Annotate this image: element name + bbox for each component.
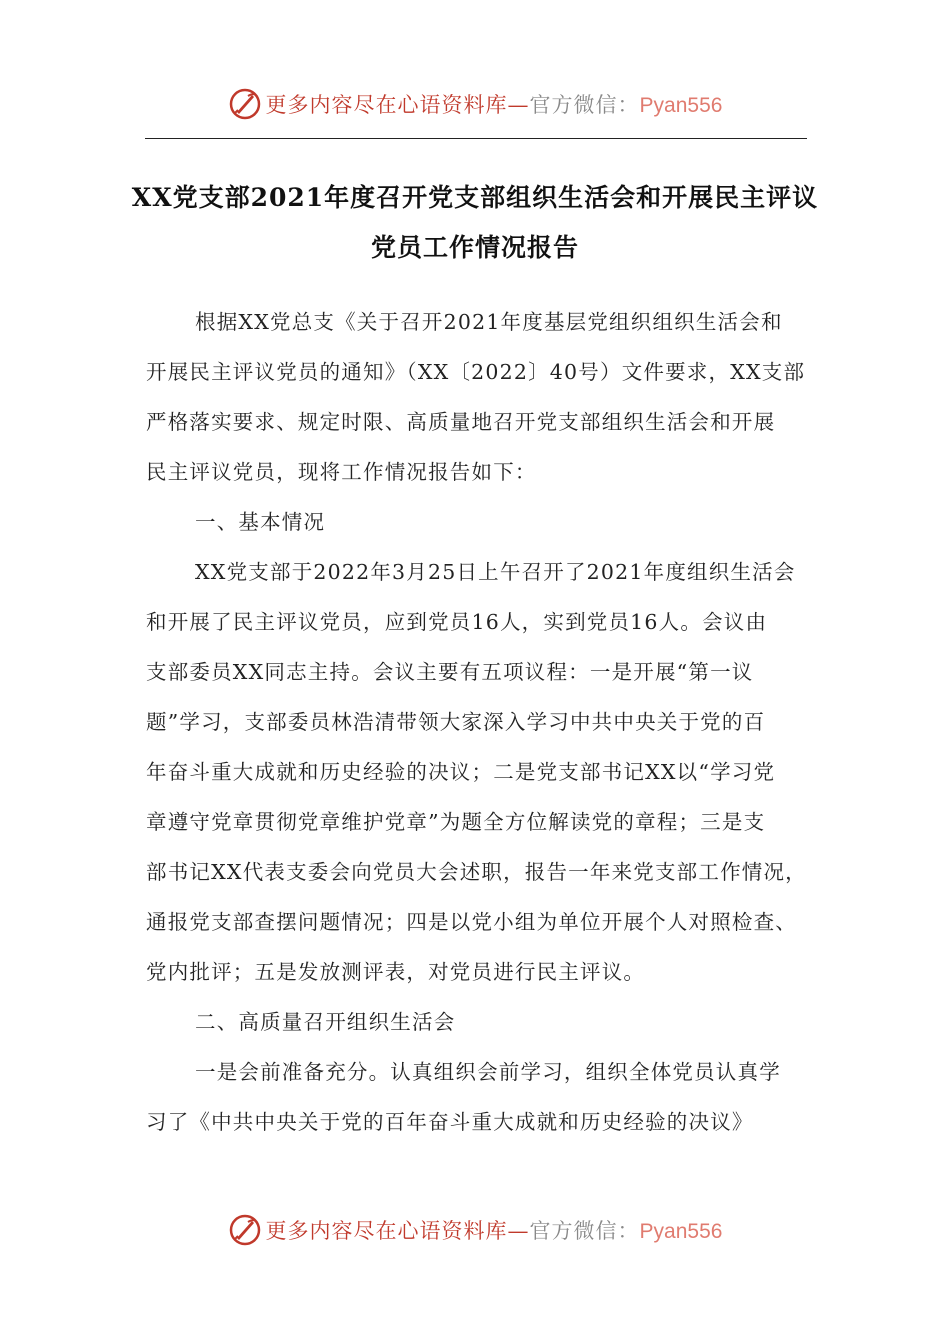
body-line: XX党支部于2022年3月25日上午召开了2021年度组织生活会 [195,560,796,584]
header-rule [145,138,807,139]
body-line: 通报党支部查摆问题情况；四是以党小组为单位开展个人对照检查、 [146,910,797,934]
header-banner [0,84,950,124]
body-line: 章遵守党章贯彻党章维护党章”为题全方位解读党的章程；三是支 [146,810,766,834]
document-title-line-2: 党员工作情况报告 [370,233,579,262]
banner-tail: 官方微信： [529,1219,640,1243]
body-line: 和开展了民主评议党员，应到党员16人，实到党员16人。会议由 [146,610,768,634]
quill-logo-icon [228,87,262,121]
body-line: 习了《中共中央关于党的百年奋斗重大成就和历史经验的决议》 [146,1110,754,1134]
footer-banner [0,1210,950,1250]
banner-wechat: Pyan556 [639,94,723,117]
section-heading: 二、高质量召开组织生活会 [195,1010,456,1034]
body-line: 开展民主评议党员的通知》（XX〔2022〕40号）文件要求，XX支部 [146,360,806,384]
banner-text [266,1215,723,1245]
body-line: 根据XX党总支《关于召开2021年度基层党组织组织生活会和 [195,310,783,334]
banner-text [266,89,723,119]
banner-main: 更多内容尽在心语资料库 [265,1219,508,1243]
body-line: 严格落实要求、规定时限、高质量地召开党支部组织生活会和开展 [146,410,776,434]
banner-wechat: Pyan556 [639,1220,723,1243]
banner-main: 更多内容尽在心语资料库 [265,93,508,117]
quill-logo-icon [228,1213,262,1247]
banner-dash: — [507,1219,530,1243]
banner-dash: — [507,93,530,117]
body-line: 年奋斗重大成就和历史经验的决议；二是党支部书记XX以“学习党 [146,760,776,784]
document-title-line-1: XX党支部2021年度召开党支部组织生活会和开展民主评议 [131,183,819,212]
body-line: 部书记XX代表支委会向党员大会述职，报告一年来党支部工作情况， [146,860,807,884]
body-line: 党内批评；五是发放测评表，对党员进行民主评议。 [146,960,646,984]
body-line: 支部委员XX同志主持。会议主要有五项议程：一是开展“第一议 [146,660,754,684]
body-line: 民主评议党员，现将工作情况报告如下： [146,460,537,484]
body-line: 一是会前准备充分。认真组织会前学习，组织全体党员认真学 [195,1060,781,1084]
body-line: 题”学习，支部委员林浩清带领大家深入学习中共中央关于党的百 [146,710,766,734]
banner-tail: 官方微信： [529,93,640,117]
section-heading: 一、基本情况 [195,510,326,534]
